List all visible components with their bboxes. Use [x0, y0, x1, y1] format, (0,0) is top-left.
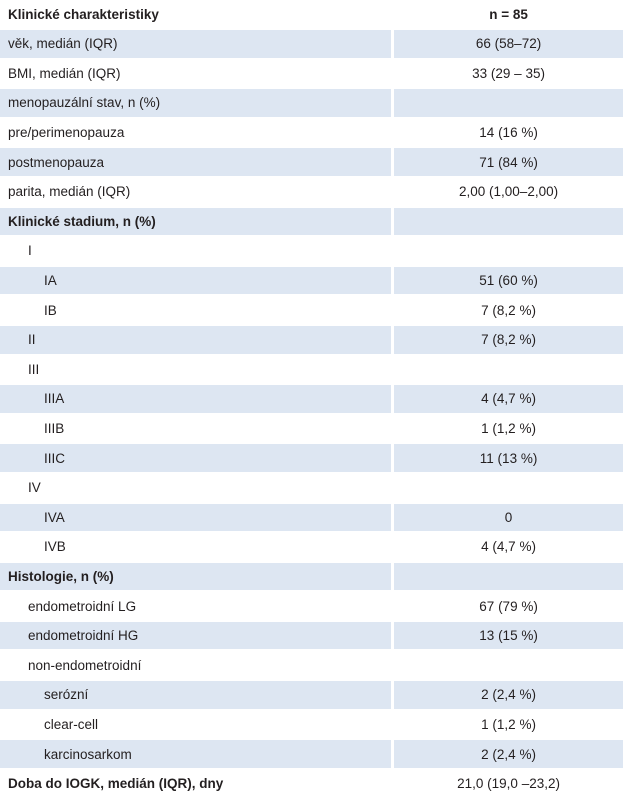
row-label: pre/perimenopauza	[8, 125, 125, 141]
table-row	[0, 533, 623, 563]
row-value: 2 (2,4 %)	[394, 681, 623, 709]
row-label: IVB	[44, 539, 66, 555]
row-value: 21,0 (19,0 –23,2)	[457, 776, 560, 792]
table-row	[0, 740, 623, 770]
row-value	[394, 237, 623, 265]
header-value: n = 85	[489, 6, 528, 22]
row-value: 2 (2,4 %)	[394, 740, 623, 768]
table-row	[0, 592, 623, 622]
table-row	[0, 474, 623, 504]
table-row	[0, 326, 623, 356]
row-value: 13 (15 %)	[394, 622, 623, 650]
table-row	[0, 148, 623, 178]
table-row	[0, 681, 623, 711]
row-label: IA	[0, 267, 391, 295]
row-label: endometroidní HG	[0, 622, 391, 650]
row-value: 7 (8,2 %)	[394, 326, 623, 354]
table-row	[0, 622, 623, 652]
table-row	[0, 119, 623, 149]
row-label: serózní	[0, 681, 391, 709]
row-value: 1 (1,2 %)	[481, 716, 536, 732]
table-row	[0, 237, 623, 267]
row-label: endometroidní LG	[28, 598, 137, 614]
row-label: clear-cell	[44, 716, 99, 732]
row-label: II	[0, 326, 391, 354]
row-label: IIIB	[44, 421, 65, 437]
row-label: IIIC	[0, 444, 391, 472]
row-label: karcinosarkom	[0, 740, 391, 768]
table-row	[0, 770, 623, 800]
row-label: menopauzální stav, n (%)	[0, 89, 391, 117]
table-row	[0, 89, 623, 119]
row-value	[394, 563, 623, 591]
row-value	[394, 356, 623, 384]
row-value: 1 (1,2 %)	[481, 421, 536, 437]
table-row	[0, 504, 623, 534]
row-value: 51 (60 %)	[394, 267, 623, 295]
table-row	[0, 356, 623, 386]
table-row	[0, 651, 623, 681]
table-header-row	[0, 0, 623, 30]
row-label: non-endometroidní	[28, 657, 142, 673]
row-label: věk, medián (IQR)	[0, 30, 391, 58]
table-row	[0, 563, 623, 593]
row-label: Klinické stadium, n (%)	[0, 208, 391, 236]
table-row	[0, 178, 623, 208]
row-value: 14 (16 %)	[479, 125, 538, 141]
table-row	[0, 296, 623, 326]
row-label: Histologie, n (%)	[0, 563, 391, 591]
table-body	[0, 30, 623, 799]
header-label: Klinické charakteristiky	[8, 6, 159, 22]
row-value	[394, 651, 623, 679]
row-label: BMI, medián (IQR)	[8, 65, 121, 81]
table-row	[0, 711, 623, 741]
table-row	[0, 415, 623, 445]
row-value	[394, 474, 623, 502]
row-value: 33 (29 – 35)	[472, 65, 545, 81]
row-value	[394, 89, 623, 117]
row-label: IVA	[0, 504, 391, 532]
row-value: 4 (4,7 %)	[394, 385, 623, 413]
row-label: IB	[44, 302, 57, 318]
row-label: III	[28, 361, 40, 377]
row-label: IV	[28, 480, 41, 496]
row-value: 71 (84 %)	[394, 148, 623, 176]
row-label: IIIA	[0, 385, 391, 413]
row-value: 7 (8,2 %)	[481, 302, 536, 318]
row-value	[394, 208, 623, 236]
table-row	[0, 444, 623, 474]
table-row	[0, 385, 623, 415]
table-row	[0, 267, 623, 297]
row-label: postmenopauza	[0, 148, 391, 176]
row-value: 11 (13 %)	[394, 444, 623, 472]
table-row	[0, 30, 623, 60]
row-label: I	[28, 243, 32, 259]
row-label: Doba do IOGK, medián (IQR), dny	[8, 776, 224, 792]
table-row	[0, 208, 623, 238]
row-label: parita, medián (IQR)	[8, 184, 131, 200]
table-row	[0, 60, 623, 90]
row-value: 67 (79 %)	[479, 598, 538, 614]
row-value: 2,00 (1,00–2,00)	[459, 184, 559, 200]
row-value: 66 (58–72)	[394, 30, 623, 58]
row-value: 0	[394, 504, 623, 532]
row-value: 4 (4,7 %)	[481, 539, 536, 555]
